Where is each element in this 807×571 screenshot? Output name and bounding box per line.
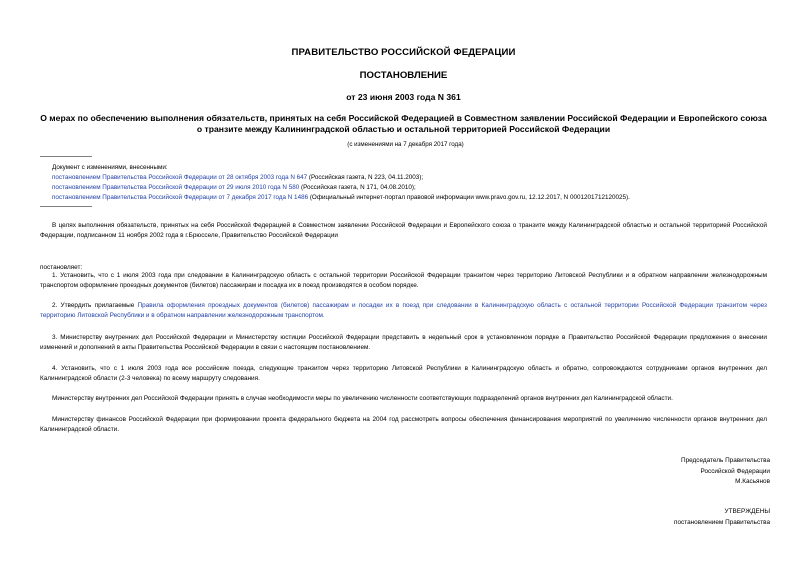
amendment-item xyxy=(52,173,782,183)
amendment-source: (Официальный интернет-портал правовой информации www.pravo.gov.ru, 12.12.2017, N 0001201712120025). xyxy=(308,194,630,201)
amendments-divider-bottom xyxy=(40,206,92,207)
signature-name: М.Касьянов xyxy=(735,478,770,485)
amendment-item xyxy=(52,193,782,203)
paragraph-1: 1. Установить, что с 1 июля 2003 года при следовании в Калининградскую область с остальной территории Российской Федерации транзитом через территорию Литовской Республики и в обратном направлении железнодорожным транспортом оформление проездных документов (билетов) пассажирам и посадка их в поезд производятся в особом порядке. xyxy=(40,272,767,289)
preamble-paragraph: В целях выполнения обязательств, принятых на себя Российской Федерацией в Совместном заявлении Российской Федерации и Европейского союза о транзите между Калининградской областью и остальной территорией Российской Федерации, подписанном 11 ноября 2002 года в г.Брюсселе, Правительство Российской Федерации xyxy=(40,222,767,239)
decides-label: постановляет: xyxy=(40,264,83,271)
approved-by: постановлением Правительства xyxy=(674,518,770,526)
amendments-list xyxy=(52,163,782,203)
paragraph-4: 4. Установить, что с 1 июля 2003 года все российские поезда, следующие транзитом через территорию Литовской Республики в Калининградскую область и обратно, сопровождаются сотрудниками органов внутренних дел Калининградской области (2-3 человека) по всему маршруту следования. xyxy=(40,365,767,382)
amendment-link[interactable]: постановлением Правительства Российской Федерации от 28 октября 2003 года N 647 xyxy=(52,174,308,181)
government-heading: ПРАВИТЕЛЬСТВО РОССИЙСКОЙ ФЕДЕРАЦИИ xyxy=(291,47,516,58)
paragraph-2-prefix: 2. Утвердить прилагаемые xyxy=(52,302,138,309)
amendment-link[interactable]: постановлением Правительства Российской Федерации от 29 июля 2010 года N 580 xyxy=(52,184,300,191)
paragraph-5: Министерству внутренних дел Российской Федерации принять в случае необходимости меры по увеличению численности соответствующих подразделений органов внутренних дел Калининградской области. xyxy=(52,395,673,402)
approved-block xyxy=(674,507,770,528)
document-date-number: от 23 июня 2003 года N 361 xyxy=(346,92,461,102)
paragraph-2 xyxy=(40,301,767,321)
paragraph-3: 3. Министерству внутренних дел Российской Федерации и Министерству юстиции Российской Федерации представить в недельный срок в установленном порядке в Правительство Российской Федерации предложения о внесении изменений и дополнений в акты Правительства Российской Федерации в связи с настоящим постановлением. xyxy=(40,334,767,351)
approved-label: УТВЕРЖДЕНЫ xyxy=(724,508,770,515)
amendment-source: (Российская газета, N 171, 04.08.2010); xyxy=(299,184,416,191)
paragraph-6: Министерству финансов Российской Федерации при формировании проекта федерального бюджета на 2004 год рассмотреть вопросы обеспечения финансирования мероприятий по увеличению численности органов внутренних дел Калининградской области. xyxy=(40,416,767,433)
signature-block xyxy=(681,456,770,488)
amendment-link[interactable]: постановлением Правительства Российской Федерации от 7 декабря 2017 года N 1486 xyxy=(52,194,309,201)
amendment-item xyxy=(52,183,782,193)
changes-note: (с изменениями на 7 декабря 2017 года) xyxy=(347,141,464,148)
amendment-source: (Российская газета, N 223, 04.11.2003); xyxy=(307,174,424,181)
document-type-heading: ПОСТАНОВЛЕНИЕ xyxy=(359,70,448,81)
rules-link[interactable]: Правила оформления проездных документов (билетов) пассажирам и посадки их в поезд при следовании в Калининградскую область с остальной территории Российской Федерации транзитом через территорию Литовской Республики и в обратном направлении железнодорожным транспортом. xyxy=(40,302,767,319)
signature-organization: Российской Федерации xyxy=(700,467,770,475)
document-title: О мерах по обеспечению выполнения обязательств, принятых на себя Российской Федерацией в Совместном заявлении Российской Федерации и Европейского союза о транзите между Калининградской областью и остальной территорией Российской Федерации xyxy=(40,113,767,134)
amendments-divider-top xyxy=(40,156,92,157)
signature-position: Председатель Правительства xyxy=(681,457,770,464)
amendments-intro: Документ с изменениями, внесенными: xyxy=(52,164,168,171)
